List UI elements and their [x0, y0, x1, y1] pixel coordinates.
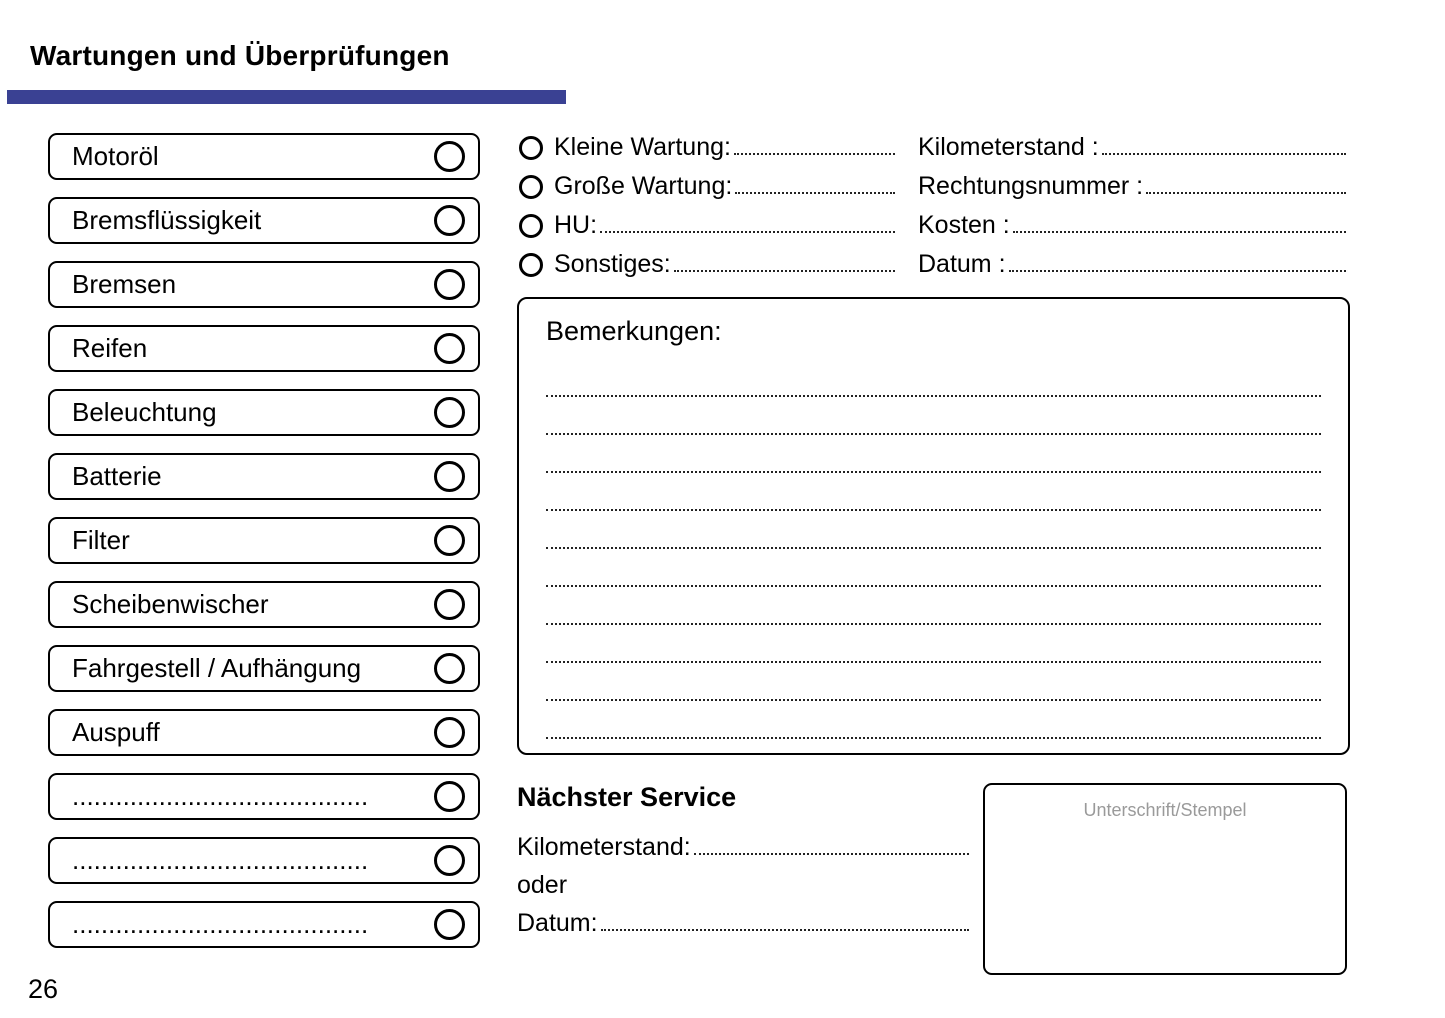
checkbox-circle[interactable]	[434, 461, 465, 492]
next-service-date-label: Datum:	[517, 908, 598, 937]
checkbox-circle[interactable]	[434, 205, 465, 236]
checklist-item	[48, 453, 480, 500]
checklist-item	[48, 709, 480, 756]
checklist-item	[48, 389, 480, 436]
checklist-item	[48, 325, 480, 372]
remarks-line[interactable]	[546, 397, 1321, 435]
checkbox-circle[interactable]	[434, 589, 465, 620]
remarks-line[interactable]	[546, 701, 1321, 739]
fill-in-line[interactable]	[1013, 218, 1346, 233]
service-type-section	[519, 128, 895, 284]
checkbox-circle[interactable]	[434, 717, 465, 748]
fill-in-line[interactable]	[1009, 257, 1346, 272]
service-detail-field	[918, 167, 1346, 206]
service-details-section	[918, 128, 1346, 284]
checklist-item	[48, 517, 480, 564]
fill-in-line[interactable]	[694, 840, 969, 855]
checklist-item-label: Reifen	[72, 333, 148, 363]
checkbox-circle[interactable]	[434, 269, 465, 300]
checklist-item	[48, 261, 480, 308]
next-service-km-label: Kilometerstand:	[517, 832, 691, 861]
checkbox-circle[interactable]	[434, 333, 465, 364]
page-number: 26	[28, 974, 59, 1004]
radio-button[interactable]	[519, 214, 543, 238]
checklist-item-label: Scheibenwischer	[72, 589, 269, 619]
fill-in-line[interactable]	[1146, 179, 1346, 194]
checkbox-circle[interactable]	[434, 909, 465, 940]
checklist-item-blank	[48, 901, 480, 948]
next-service-km-field	[517, 828, 969, 866]
checklist-item-blank	[48, 773, 480, 820]
service-type-option	[519, 245, 895, 284]
service-type-label: HU:	[554, 211, 598, 239]
service-detail-label: Rechtungsnummer :	[918, 172, 1144, 200]
remarks-line[interactable]	[546, 359, 1321, 397]
fill-in-line[interactable]	[601, 916, 969, 931]
checkbox-circle[interactable]	[434, 525, 465, 556]
signature-box[interactable]	[983, 783, 1347, 975]
fill-in-line[interactable]	[600, 218, 895, 233]
checklist-item-label: Fahrgestell / Aufhängung	[72, 653, 362, 683]
checklist-item-label: Batterie	[72, 461, 162, 491]
next-service-date-field	[517, 904, 969, 942]
checklist-item-label[interactable]: .........................................	[72, 845, 369, 875]
checklist-item	[48, 197, 480, 244]
service-type-option	[519, 206, 895, 245]
service-detail-field	[918, 128, 1346, 167]
service-type-option	[519, 167, 895, 206]
checklist-item-label: Bremsflüssigkeit	[72, 205, 262, 235]
service-detail-field	[918, 206, 1346, 245]
service-detail-label: Datum :	[918, 250, 1006, 278]
service-type-label: Große Wartung:	[554, 172, 733, 200]
checklist	[48, 133, 480, 948]
fill-in-line[interactable]	[734, 140, 895, 155]
next-service-section	[517, 782, 969, 942]
accent-bar	[7, 90, 566, 104]
remarks-line[interactable]	[546, 587, 1321, 625]
radio-button[interactable]	[519, 175, 543, 199]
fill-in-line[interactable]	[674, 257, 895, 272]
checklist-item-label: Filter	[72, 525, 130, 555]
page-title: Wartungen und Überprüfungen	[30, 40, 450, 71]
remarks-line[interactable]	[546, 435, 1321, 473]
checklist-item	[48, 133, 480, 180]
checklist-item-label[interactable]: .........................................	[72, 909, 369, 939]
checklist-item-label: Auspuff	[72, 717, 160, 747]
next-service-or-label: oder	[517, 870, 568, 899]
checklist-item-label: Bremsen	[72, 269, 177, 299]
remarks-lines	[546, 359, 1321, 739]
remarks-line[interactable]	[546, 549, 1321, 587]
checklist-item	[48, 645, 480, 692]
next-service-or-row	[517, 866, 969, 904]
remarks-line[interactable]	[546, 473, 1321, 511]
checklist-item-label: Beleuchtung	[72, 397, 217, 427]
service-detail-label: Kilometerstand :	[918, 133, 1099, 161]
service-detail-field	[918, 245, 1346, 284]
remarks-box	[517, 297, 1350, 755]
checkbox-circle[interactable]	[434, 781, 465, 812]
checklist-item-label: Motoröl	[72, 141, 159, 171]
signature-label: Unterschrift/Stempel	[1083, 800, 1247, 820]
remarks-line[interactable]	[546, 511, 1321, 549]
service-type-label: Kleine Wartung:	[554, 133, 731, 161]
checklist-item	[48, 581, 480, 628]
service-type-option	[519, 128, 895, 167]
next-service-title: Nächster Service	[517, 782, 737, 812]
service-type-label: Sonstiges:	[554, 250, 671, 278]
checklist-item-label[interactable]: .........................................	[72, 781, 369, 811]
remarks-line[interactable]	[546, 663, 1321, 701]
checkbox-circle[interactable]	[434, 141, 465, 172]
fill-in-line[interactable]	[1102, 140, 1346, 155]
service-detail-label: Kosten :	[918, 211, 1010, 239]
radio-button[interactable]	[519, 136, 543, 160]
checkbox-circle[interactable]	[434, 397, 465, 428]
remarks-line[interactable]	[546, 625, 1321, 663]
radio-button[interactable]	[519, 253, 543, 277]
checklist-item-blank	[48, 837, 480, 884]
fill-in-line[interactable]	[735, 179, 895, 194]
remarks-title: Bemerkungen:	[546, 316, 722, 346]
checkbox-circle[interactable]	[434, 845, 465, 876]
checkbox-circle[interactable]	[434, 653, 465, 684]
